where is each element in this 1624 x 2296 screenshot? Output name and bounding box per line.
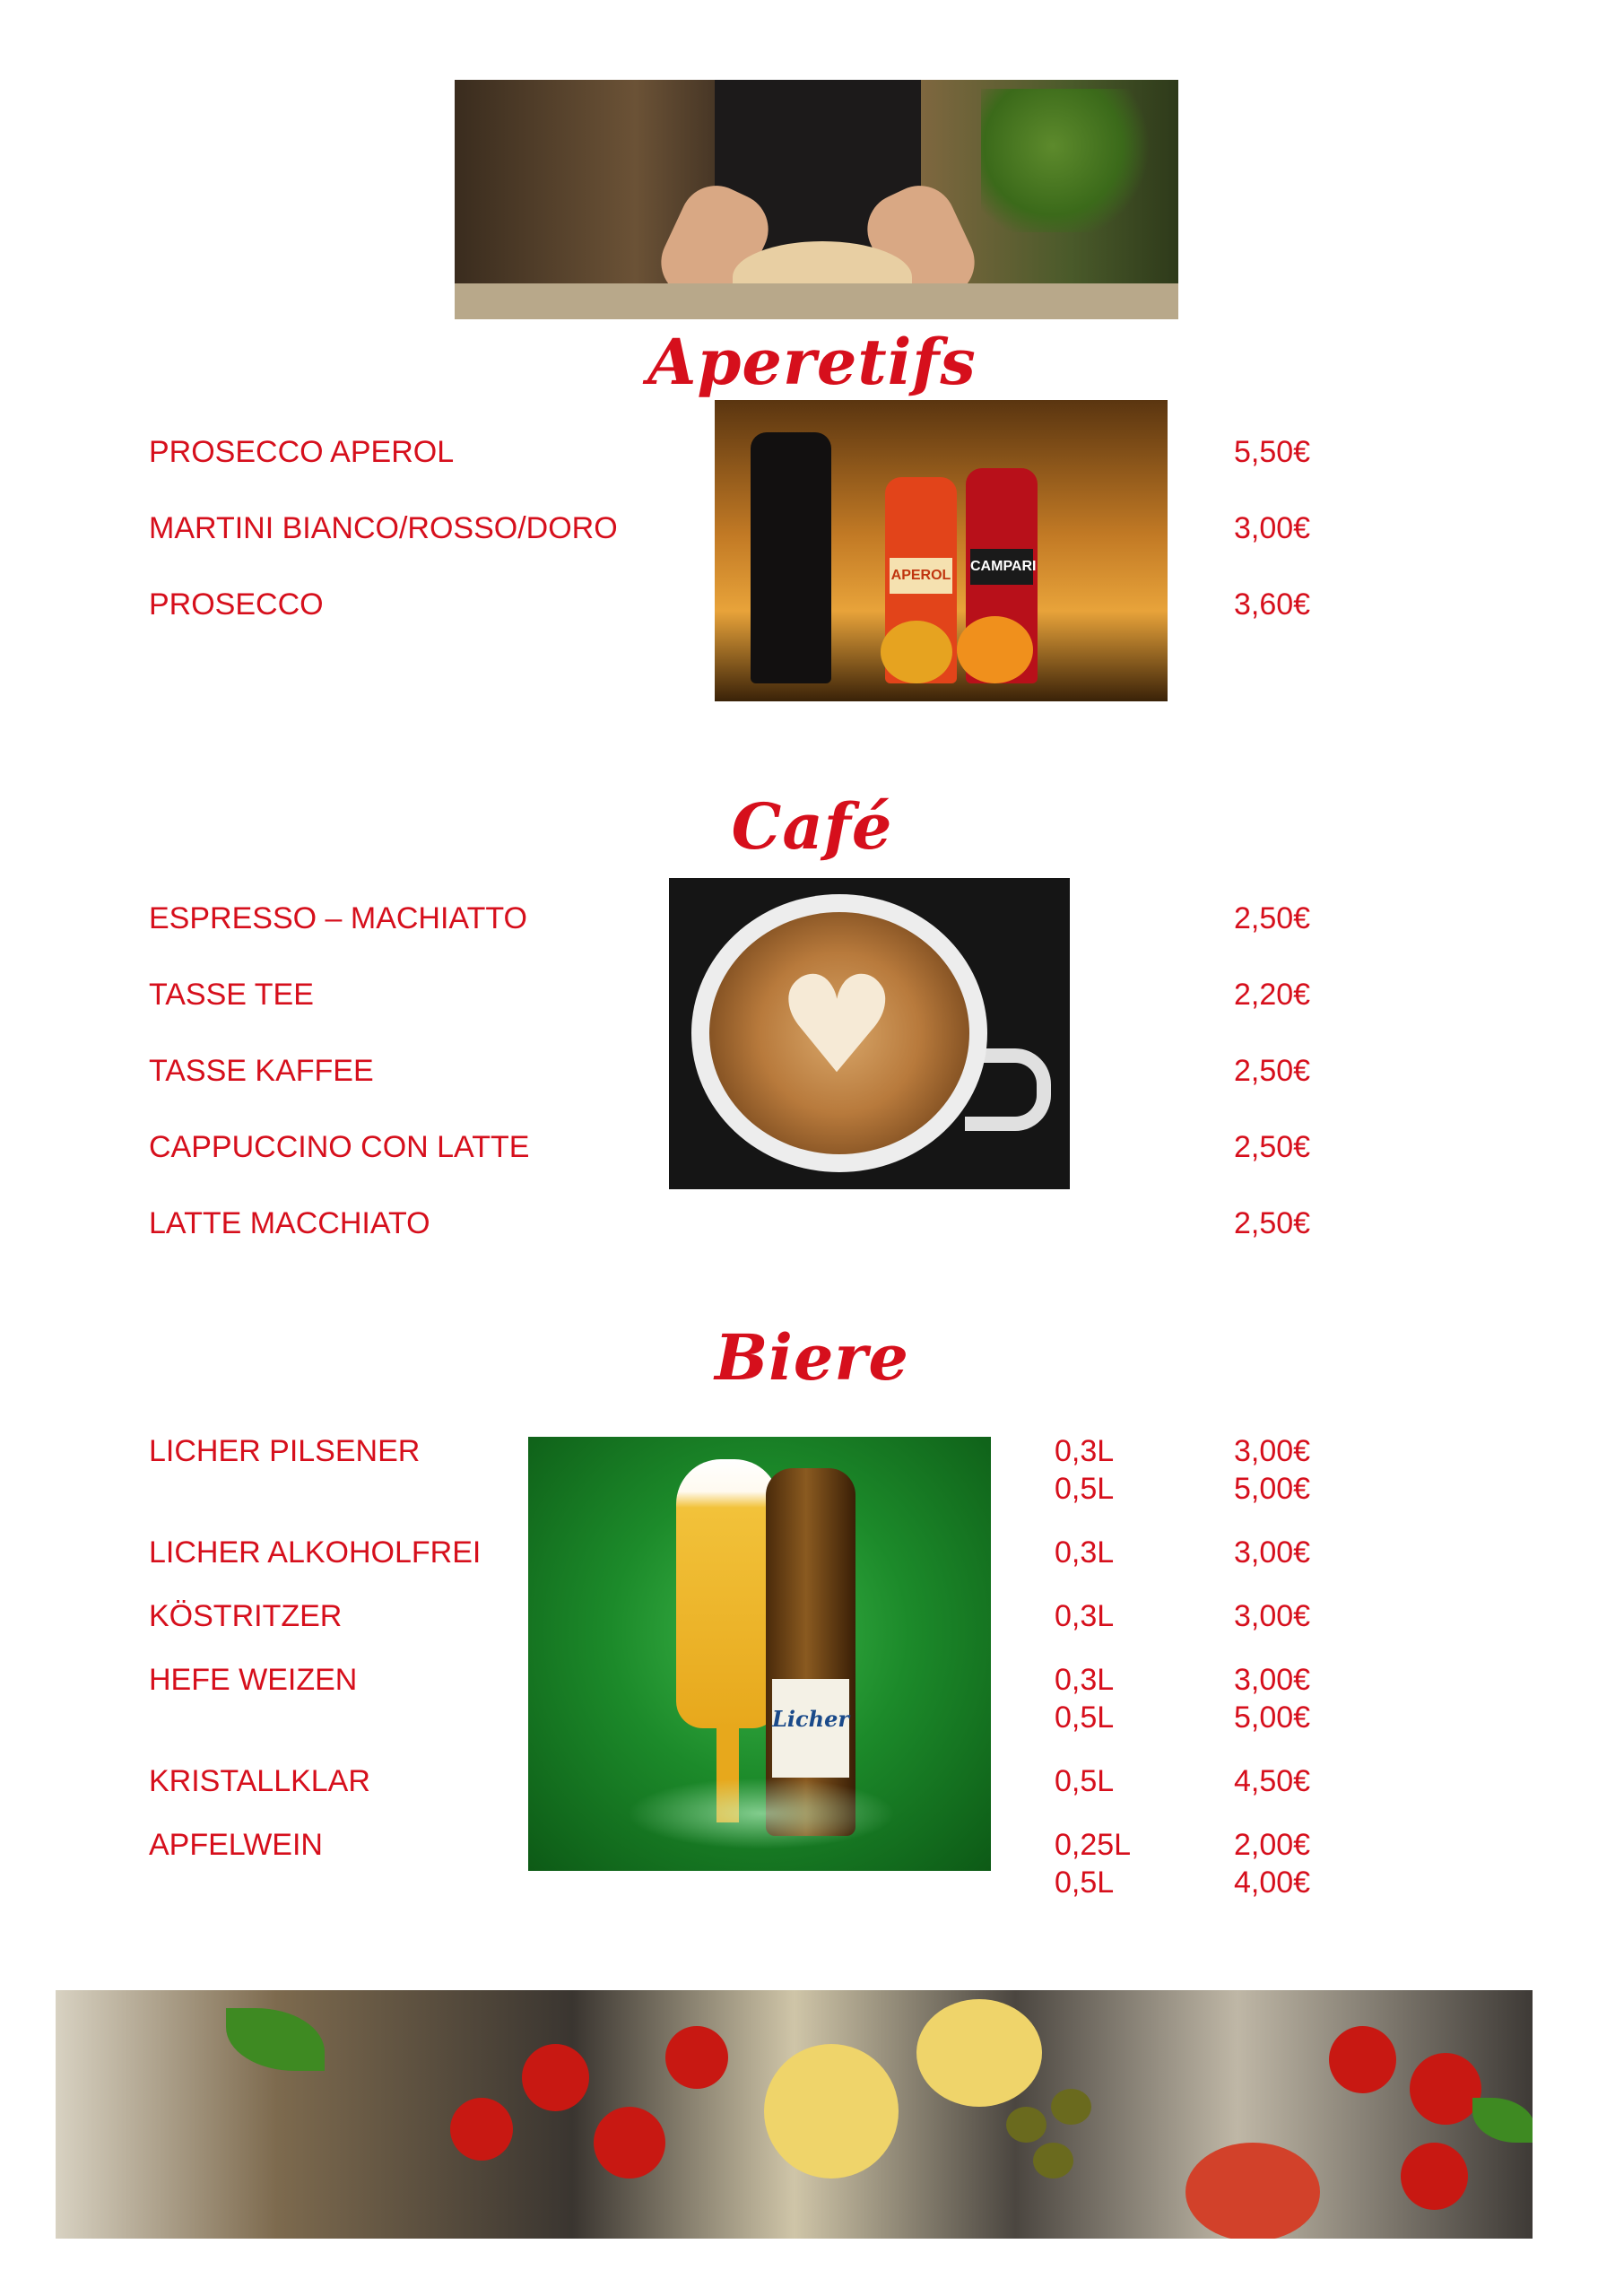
menu-item-price: 2,50€ (1234, 901, 1311, 935)
menu-item-size: 0,5L (1055, 1764, 1115, 1798)
tomato (1401, 2143, 1468, 2210)
menu-item-name: TASSE KAFFEE (149, 1054, 374, 1088)
menu-item-price: 3,00€ (1234, 1535, 1311, 1570)
tomato (1410, 2053, 1481, 2125)
tomato (594, 2107, 665, 2179)
tomato (522, 2044, 589, 2111)
campari-label: CAMPARI (970, 549, 1033, 585)
menu-item-name: LATTE MACCHIATO (149, 1206, 430, 1240)
olive (1051, 2089, 1091, 2125)
menu-item-size: 0,3L (1055, 1535, 1115, 1570)
tomato (450, 2098, 513, 2161)
menu-item-price: 3,00€ (1234, 511, 1311, 545)
orange (957, 616, 1033, 683)
tomato (1329, 2026, 1396, 2093)
menu-item-name: CAPPUCCINO CON LATTE (149, 1130, 530, 1164)
menu-item-price: 4,00€ (1234, 1866, 1311, 1900)
menu-item-name: KÖSTRITZER (149, 1599, 343, 1633)
section-title-biere: Biere (715, 1320, 909, 1395)
menu-item-price: 2,50€ (1234, 1054, 1311, 1088)
menu-item-size: 0,5L (1055, 1700, 1115, 1735)
tomato-slice (1185, 2143, 1320, 2239)
menu-item-size: 0,3L (1055, 1434, 1115, 1468)
coffee-cup-photo (669, 878, 1070, 1189)
menu-item-price: 5,50€ (1234, 435, 1311, 469)
herbs (981, 89, 1160, 232)
tomato (665, 2026, 728, 2089)
menu-item-price: 3,60€ (1234, 587, 1311, 622)
menu-item-price: 5,00€ (1234, 1700, 1311, 1735)
menu-item-name: LICHER ALKOHOLFREI (149, 1535, 482, 1570)
menu-item-name: APFELWEIN (149, 1828, 323, 1862)
section-title-aperitifs: Aperetifs (647, 325, 977, 399)
splash (627, 1778, 896, 1849)
beer-photo (528, 1437, 991, 1871)
menu-item-name: MARTINI BIANCO/ROSSO/DORO (149, 511, 618, 545)
prosecco-bottle (751, 432, 831, 683)
basil-leaf (226, 2008, 325, 2071)
aperitif-bottles-photo (715, 400, 1168, 701)
menu-item-size: 0,3L (1055, 1599, 1115, 1633)
section-title-cafe: Café (731, 789, 893, 864)
olive (1006, 2107, 1046, 2143)
menu-item-size: 0,5L (1055, 1866, 1115, 1900)
menu-item-price: 2,00€ (1234, 1828, 1311, 1862)
menu-item-price: 3,00€ (1234, 1599, 1311, 1633)
menu-item-size: 0,25L (1055, 1828, 1132, 1862)
pasta-nest (764, 2044, 899, 2179)
menu-item-price: 5,00€ (1234, 1472, 1311, 1506)
menu-item-name: ESPRESSO – MACHIATTO (149, 901, 527, 935)
latte-art-heart-icon: ♥ (777, 948, 898, 1104)
menu-item-price: 2,50€ (1234, 1130, 1311, 1164)
menu-item-name: KRISTALLKLAR (149, 1764, 370, 1798)
ingredients-banner-photo (56, 1990, 1533, 2239)
menu-item-price: 2,20€ (1234, 978, 1311, 1012)
olive (1033, 2143, 1073, 2179)
licher-label: Licher (772, 1679, 849, 1778)
menu-item-name: TASSE TEE (149, 978, 314, 1012)
menu-item-name: PROSECCO (149, 587, 324, 622)
menu-item-price: 3,00€ (1234, 1663, 1311, 1697)
pasta-nest (916, 1999, 1042, 2107)
menu-item-name: PROSECCO APEROL (149, 435, 455, 469)
menu-item-price: 4,50€ (1234, 1764, 1311, 1798)
aperol-label: APEROL (890, 558, 952, 594)
beer-glass (676, 1459, 779, 1728)
lemon (881, 621, 952, 683)
menu-item-size: 0,3L (1055, 1663, 1115, 1697)
counter (455, 283, 1178, 319)
menu-item-price: 2,50€ (1234, 1206, 1311, 1240)
menu-item-name: HEFE WEIZEN (149, 1663, 358, 1697)
menu-item-size: 0,5L (1055, 1472, 1115, 1506)
header-kitchen-photo (455, 80, 1178, 319)
menu-item-price: 3,00€ (1234, 1434, 1311, 1468)
menu-item-name: LICHER PILSENER (149, 1434, 421, 1468)
basil-leaf (1472, 2098, 1533, 2143)
